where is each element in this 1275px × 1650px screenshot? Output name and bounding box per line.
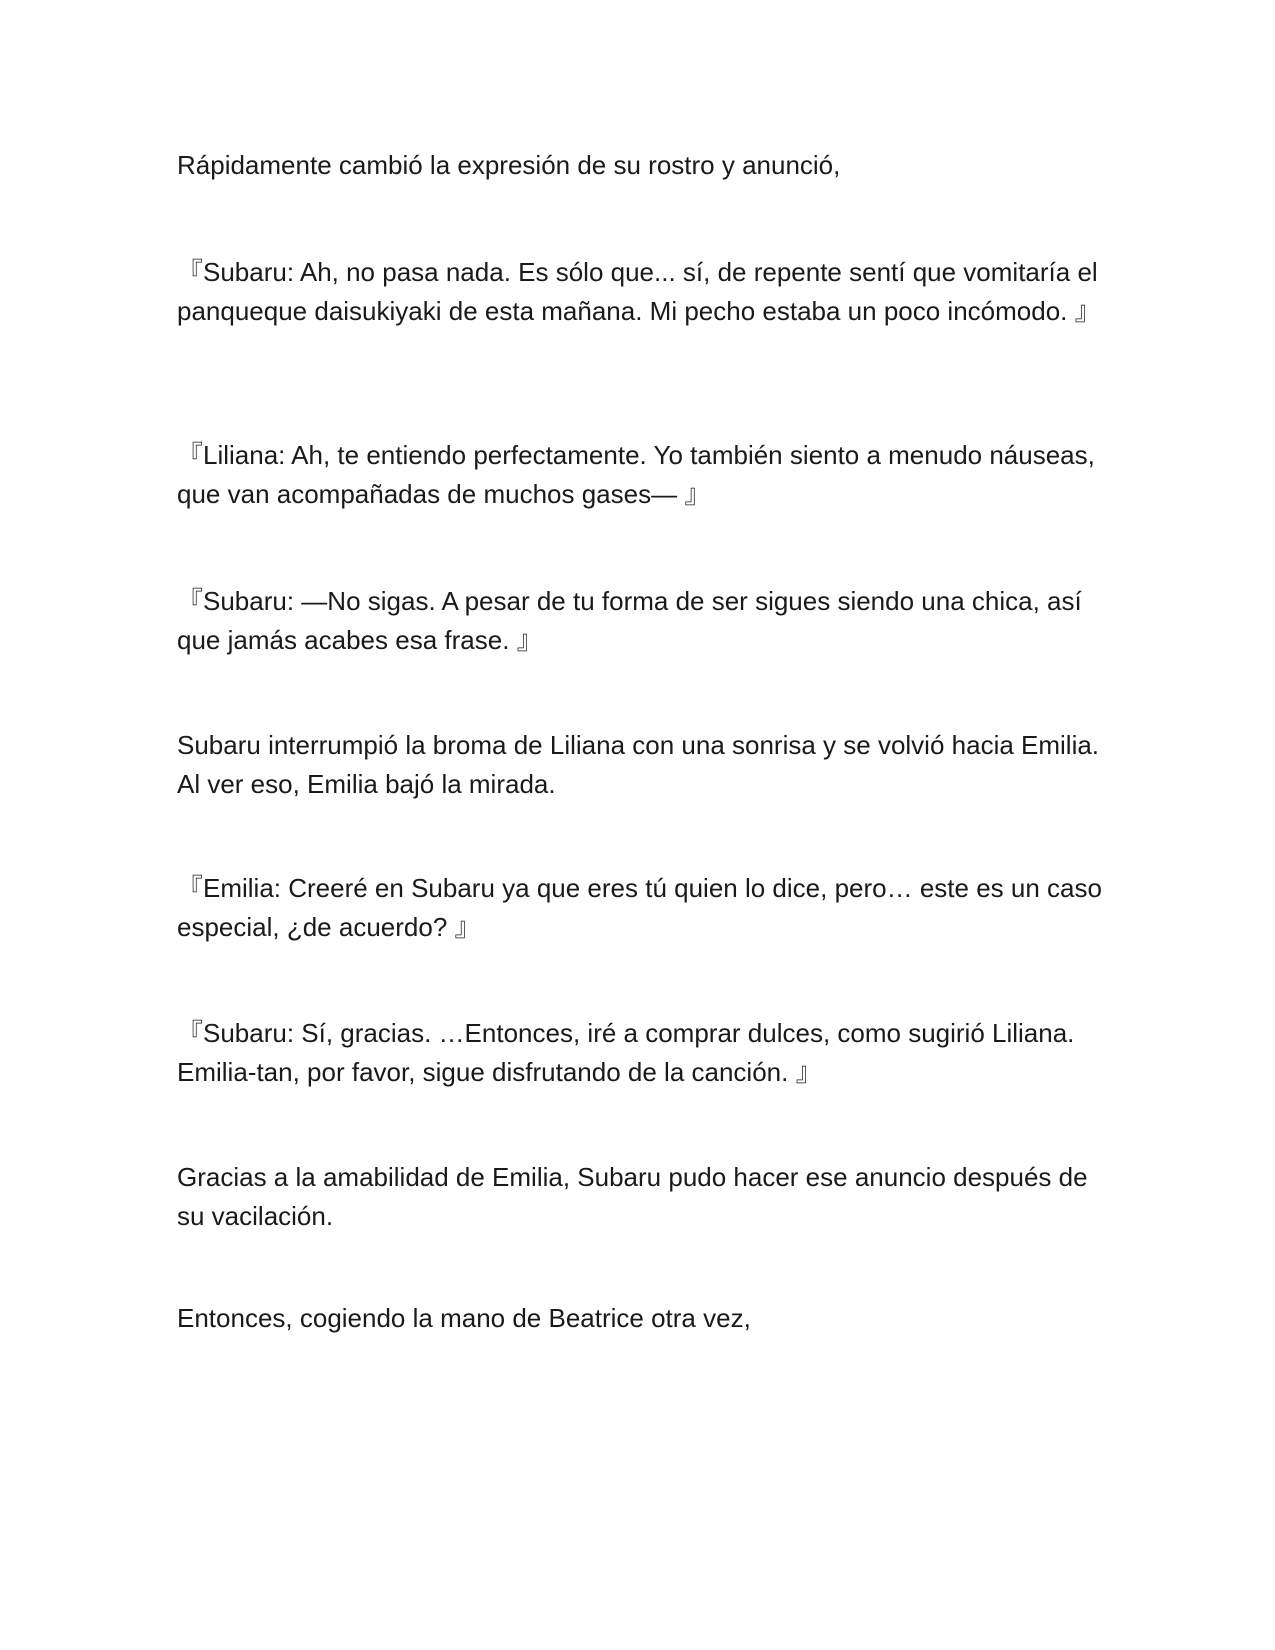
paragraph-dialogue-subaru-1: 『Subaru: Ah, no pasa nada. Es sólo que... sí, de repente sentí que vomitaría el panqueque daisukiyaki de esta mañana. Mi pecho estaba un poco incómodo. 』 <box>177 257 1101 326</box>
paragraph-dialogue-subaru-3: 『Subaru: Sí, gracias. …Entonces, iré a comprar dulces, como sugirió Liliana. Emilia-tan, por favor, sigue disfrutando de la canción. 』 <box>177 1018 1075 1087</box>
paragraph-dialogue-emilia: 『Emilia: Creeré en Subaru ya que eres tú quien lo dice, pero… este es un caso especial, ¿de acuerdo? 』 <box>177 873 1102 942</box>
paragraph-narration-2: Subaru interrumpió la broma de Liliana con una sonrisa y se volvió hacia Emilia. Al ver eso, Emilia bajó la mirada. <box>177 730 1100 799</box>
paragraph-narration-1: Rápidamente cambió la expresión de su rostro y anunció, <box>177 150 841 180</box>
paragraph-dialogue-liliana: 『Liliana: Ah, te entiendo perfectamente. Yo también siento a menudo náuseas, que van acompañadas de muchos gases— 』 <box>177 440 1095 509</box>
paragraph-dialogue-subaru-2: 『Subaru: —No sigas. A pesar de tu forma de ser sigues siendo una chica, así que jamás acabes esa frase. 』 <box>177 586 1082 655</box>
paragraph-narration-4: Entonces, cogiendo la mano de Beatrice otra vez, <box>177 1303 751 1333</box>
paragraph-narration-3: Gracias a la amabilidad de Emilia, Subaru pudo hacer ese anuncio después de su vacilación. <box>177 1162 1088 1231</box>
